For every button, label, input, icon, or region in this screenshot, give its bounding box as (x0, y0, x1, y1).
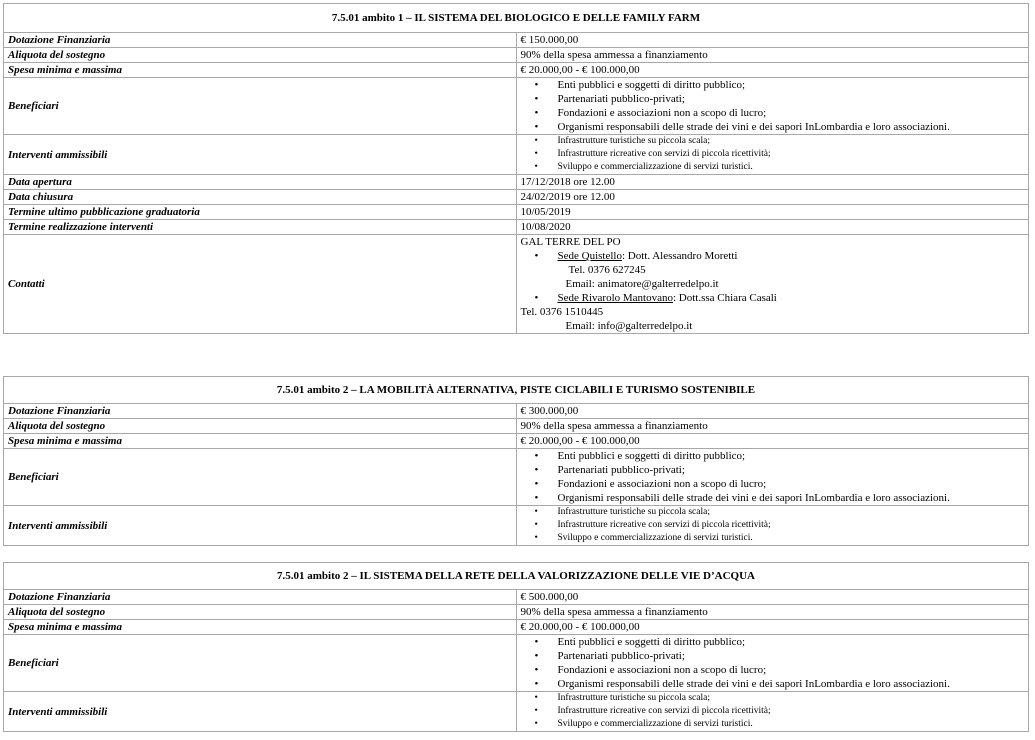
list-item: • Infrastrutture turistiche su piccola scala; (534, 693, 710, 703)
label-interventi: Interventi ammissibili (4, 135, 517, 175)
value-termine-realizzazione: 10/08/2020 (516, 220, 1029, 235)
contact-org: GAL TERRE DEL PO (520, 236, 621, 248)
label-contatti: Contatti (4, 235, 517, 334)
value-interventi (516, 692, 1029, 732)
label-dotazione: Dotazione Finanziaria (4, 404, 517, 419)
list-item: • Sede Quistello: Dott. Alessandro Moretti (534, 250, 738, 262)
interventi-list (521, 692, 1025, 731)
table-title: 7.5.01 ambito 1 – IL SISTEMA DEL BIOLOGICO E DELLE FAMILY FARM (4, 4, 1029, 33)
label-interventi: Interventi ammissibili (4, 692, 517, 732)
value-aliquota: 90% della spesa ammessa a finanziamento (516, 419, 1029, 434)
list-item: • Sviluppo e commercializzazione di servizi turistici. (534, 162, 753, 172)
label-beneficiari: Beneficiari (4, 635, 517, 692)
table-ambito-2-mobilita (3, 376, 1029, 546)
list-item: • Organismi responsabili delle strade dei vini e dei sapori InLombardia e loro associazioni. (534, 678, 950, 690)
value-data-apertura: 17/12/2018 ore 12.00 (516, 175, 1029, 190)
label-data-apertura: Data apertura (4, 175, 517, 190)
label-aliquota: Aliquota del sostegno (4, 419, 517, 434)
list-item: • Enti pubblici e soggetti di diritto pubblico; (534, 450, 746, 462)
value-interventi (516, 506, 1029, 546)
list-item: • Sviluppo e commercializzazione di servizi turistici. (534, 533, 753, 543)
contact-list (521, 291, 1025, 305)
table-title: 7.5.01 ambito 2 – LA MOBILITÀ ALTERNATIVA, PISTE CICLABILI E TURISMO SOSTENIBILE (4, 377, 1029, 404)
list-item: • Partenariati pubblico-privati; (534, 464, 685, 476)
value-aliquota: 90% della spesa ammessa a finanziamento (516, 48, 1029, 63)
label-spesa: Spesa minima e massima (4, 434, 517, 449)
contact-tel-2: Tel. 0376 1510445 (520, 306, 604, 318)
label-spesa: Spesa minima e massima (4, 63, 517, 78)
list-item: • Enti pubblici e soggetti di diritto pubblico; (534, 79, 746, 91)
label-beneficiari: Beneficiari (4, 78, 517, 135)
contact-list (521, 249, 1025, 263)
table-ambito-2-vie-acqua (3, 562, 1029, 732)
sede-rivarolo-link[interactable]: Sede Rivarolo Mantovano (557, 292, 673, 304)
list-item: • Infrastrutture ricreative con servizi di piccola ricettività; (534, 706, 771, 716)
value-beneficiari (516, 78, 1029, 135)
value-termine-graduatoria: 10/05/2019 (516, 205, 1029, 220)
label-termine-graduatoria: Termine ultimo pubblicazione graduatoria (4, 205, 517, 220)
label-interventi: Interventi ammissibili (4, 506, 517, 546)
table-ambito-1 (3, 3, 1029, 334)
value-aliquota: 90% della spesa ammessa a finanziamento (516, 605, 1029, 620)
contact-email-2[interactable]: Email: info@galterredelpo.it (565, 320, 693, 332)
value-contatti (516, 235, 1029, 334)
value-dotazione: € 150.000,00 (516, 33, 1029, 48)
list-item: • Partenariati pubblico-privati; (534, 93, 685, 105)
value-interventi (516, 135, 1029, 175)
sede-quistello-link[interactable]: Sede Quistello (557, 250, 622, 262)
list-item: • Fondazioni e associazioni non a scopo di lucro; (534, 664, 767, 676)
table-title: 7.5.01 ambito 2 – IL SISTEMA DELLA RETE DELLA VALORIZZAZIONE DELLE VIE D’ACQUA (4, 563, 1029, 590)
list-item: • Organismi responsabili delle strade dei vini e dei sapori InLombardia e loro associazioni. (534, 121, 950, 133)
list-item: • Infrastrutture turistiche su piccola scala; (534, 136, 710, 146)
list-item: • Infrastrutture turistiche su piccola scala; (534, 507, 710, 517)
value-spesa: € 20.000,00 - € 100.000,00 (516, 434, 1029, 449)
value-dotazione: € 500.000,00 (516, 590, 1029, 605)
label-spesa: Spesa minima e massima (4, 620, 517, 635)
list-item: • Organismi responsabili delle strade dei vini e dei sapori InLombardia e loro associazioni. (534, 492, 950, 504)
value-data-chiusura: 24/02/2019 ore 12.00 (516, 190, 1029, 205)
interventi-list (521, 135, 1025, 174)
value-spesa: € 20.000,00 - € 100.000,00 (516, 63, 1029, 78)
value-spesa: € 20.000,00 - € 100.000,00 (516, 620, 1029, 635)
list-item: • Fondazioni e associazioni non a scopo di lucro; (534, 478, 767, 490)
value-dotazione: € 300.000,00 (516, 404, 1029, 419)
beneficiari-list (521, 635, 1025, 691)
beneficiari-list (521, 449, 1025, 505)
list-item: • Enti pubblici e soggetti di diritto pubblico; (534, 636, 746, 648)
list-item: • Infrastrutture ricreative con servizi di piccola ricettività; (534, 520, 771, 530)
contact-tel-1: Tel. 0376 627245 (568, 264, 646, 276)
label-dotazione: Dotazione Finanziaria (4, 33, 517, 48)
label-dotazione: Dotazione Finanziaria (4, 590, 517, 605)
label-aliquota: Aliquota del sostegno (4, 605, 517, 620)
list-item: • Fondazioni e associazioni non a scopo di lucro; (534, 107, 767, 119)
value-beneficiari (516, 635, 1029, 692)
beneficiari-list (521, 78, 1025, 134)
list-item: • Sviluppo e commercializzazione di servizi turistici. (534, 719, 753, 729)
label-termine-realizzazione: Termine realizzazione interventi (4, 220, 517, 235)
label-aliquota: Aliquota del sostegno (4, 48, 517, 63)
value-beneficiari (516, 449, 1029, 506)
list-item: • Infrastrutture ricreative con servizi di piccola ricettività; (534, 149, 771, 159)
list-item: • Partenariati pubblico-privati; (534, 650, 685, 662)
label-beneficiari: Beneficiari (4, 449, 517, 506)
label-data-chiusura: Data chiusura (4, 190, 517, 205)
interventi-list (521, 506, 1025, 545)
contact-email-1[interactable]: Email: animatore@galterredelpo.it (565, 278, 719, 290)
list-item: • Sede Rivarolo Mantovano: Dott.ssa Chiara Casali (534, 292, 777, 304)
